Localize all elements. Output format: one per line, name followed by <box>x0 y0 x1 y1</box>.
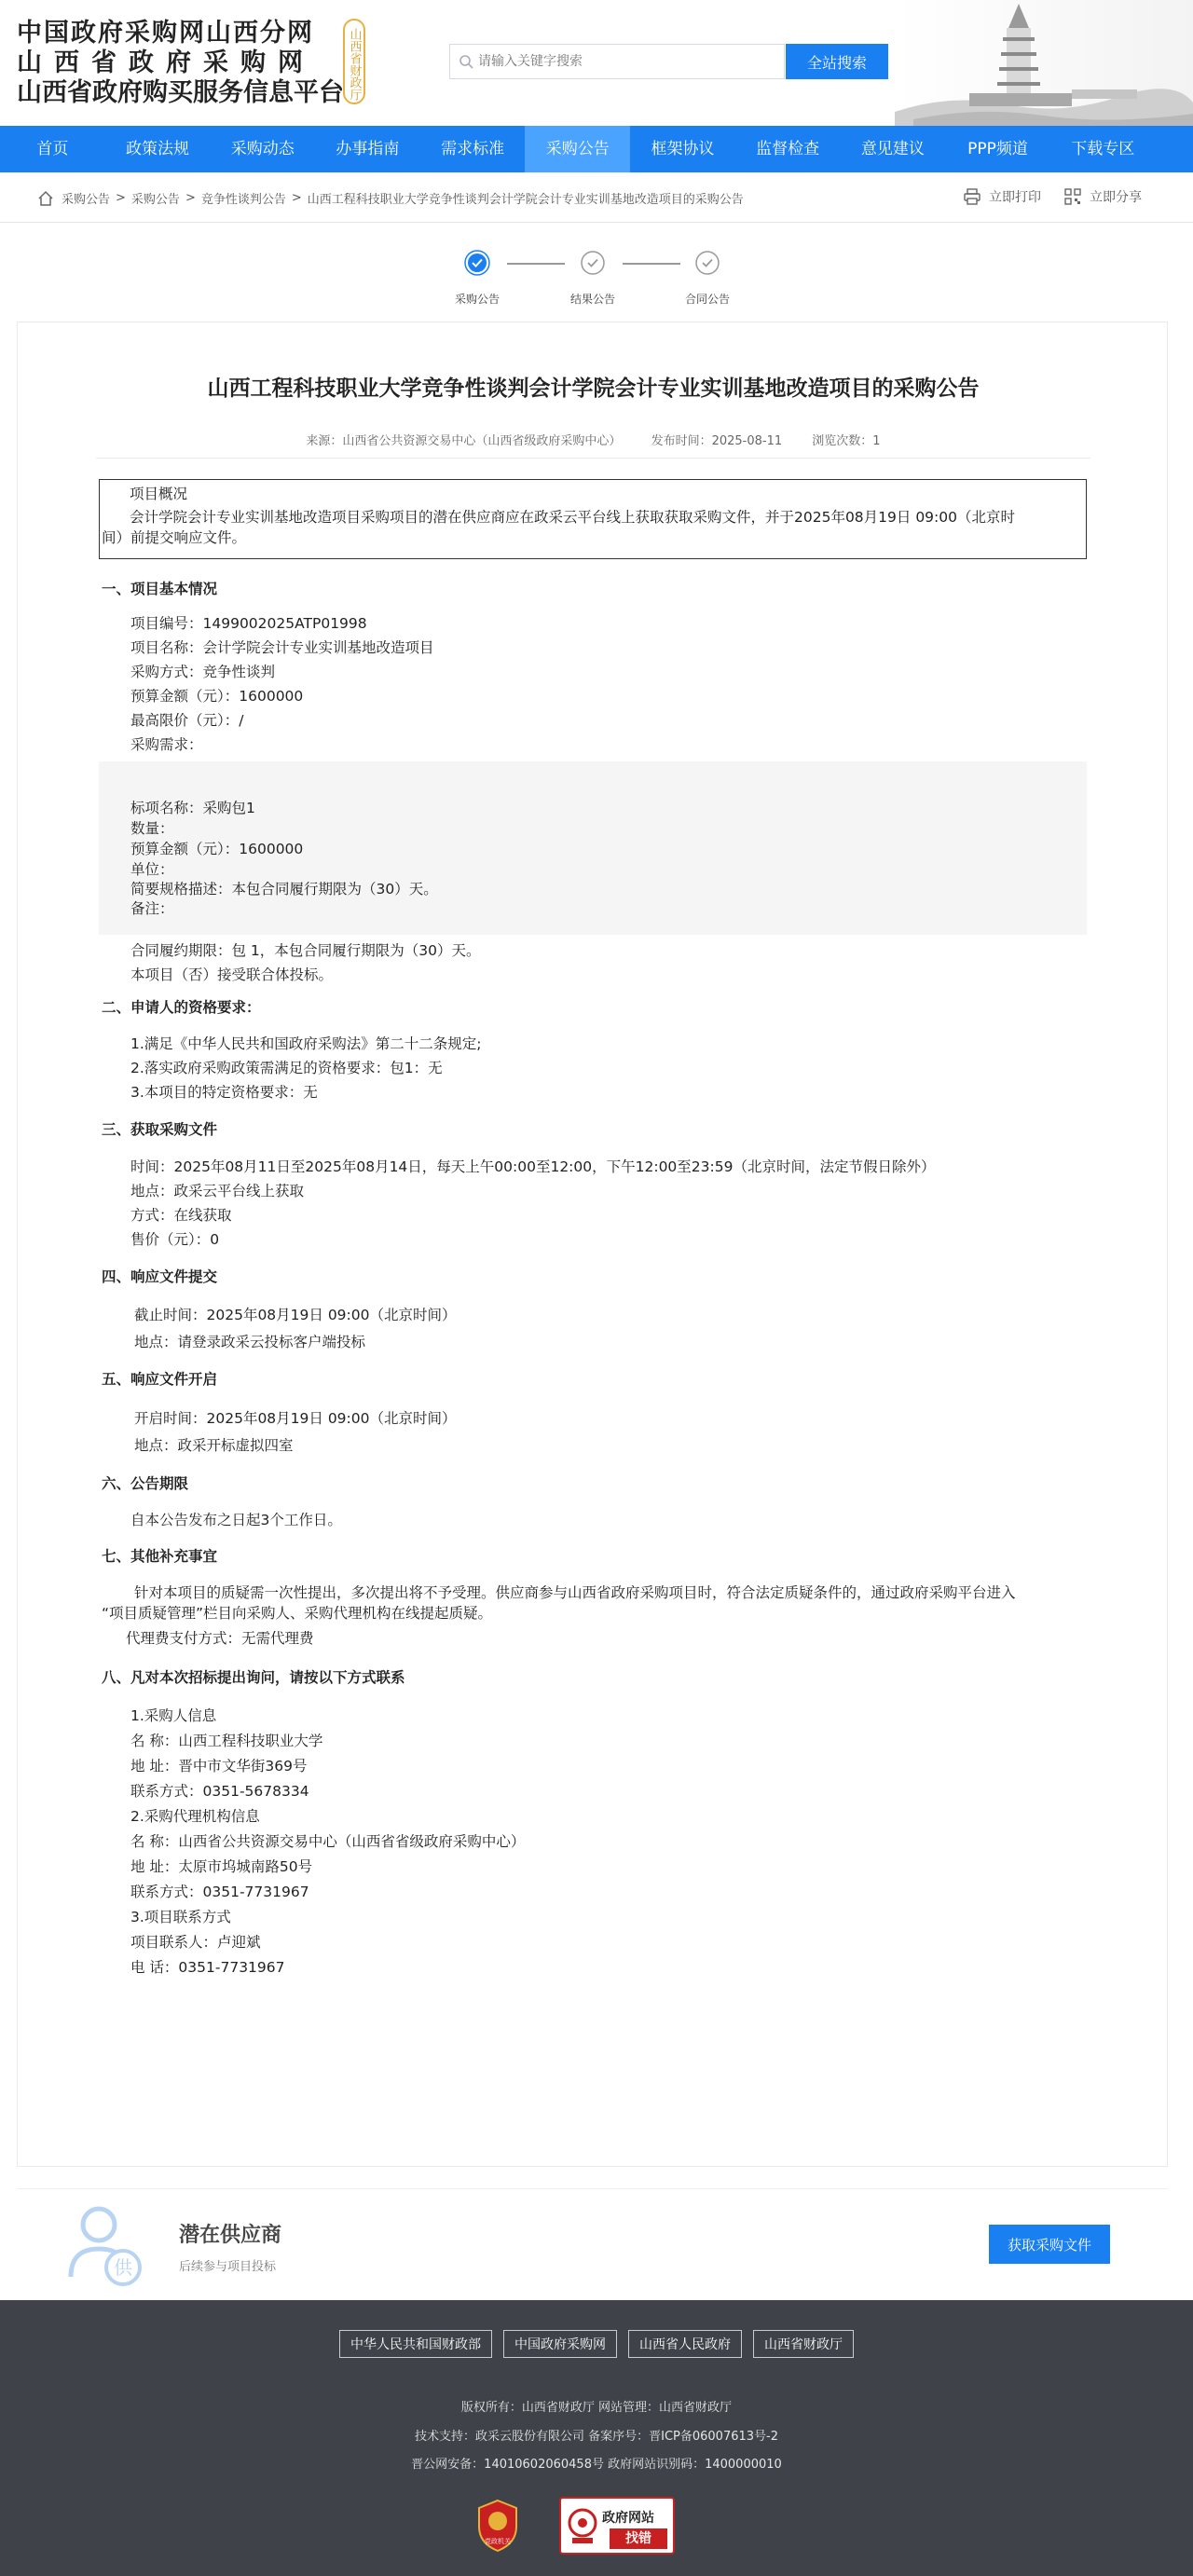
info-line: 本项目（否）接受联合体投标。 <box>130 966 334 983</box>
footer-link-shanxi-finance[interactable]: 山西省财政厅 <box>753 2330 854 2358</box>
notice-meta <box>18 431 1169 448</box>
get-procurement-file-button[interactable]: 获取采购文件 <box>989 2225 1110 2264</box>
footer-public-security: 晋公网安备：14010602060458号 政府网站识别码：1400000010 <box>411 2458 782 2472</box>
national-emblem-icon <box>567 2506 598 2547</box>
check-pending-icon <box>580 250 606 276</box>
site-header <box>0 0 1193 126</box>
info-line: 时间：2025年08月11日至2025年08月14日，每天上午00:00至12:00，下午12:00至23:59（北京时间，法定节假日除外） <box>130 1158 936 1175</box>
info-line: 针对本项目的质疑需一次性提出，多次提出将不予受理。供应商参与山西省政府采购项目时，符合法定质疑条件的，通过政府采购平台进入 <box>134 1584 1016 1601</box>
site-logo[interactable] <box>17 19 344 108</box>
info-line: 3.本项目的特定资格要求：无 <box>130 1084 318 1101</box>
nav-item-announcements[interactable]: 采购公告 <box>525 126 630 172</box>
supplier-user-icon <box>65 2202 145 2288</box>
step-result-notice[interactable] <box>555 250 630 307</box>
overview-text: 会计学院会计专业实训基地改造项目采购项目的潜在供应商应在政采云平台线上获取获取采购文件，并于2025年08月19日 09:00（北京时 <box>130 509 1015 526</box>
step-label: 采购公告 <box>454 293 500 306</box>
seal-text: 山西省财政厅 <box>347 28 362 101</box>
info-line: 电 话：0351-7731967 <box>130 1959 285 1976</box>
potential-supplier-panel <box>17 2188 1168 2298</box>
supplier-title: 潜在供应商 <box>179 2224 282 2247</box>
info-line: 1.满足《中华人民共和国政府采购法》第二十二条规定; <box>130 1035 482 1052</box>
nav-item-home[interactable]: 首页 <box>36 140 69 158</box>
print-label: 立即打印 <box>989 190 1041 205</box>
nav-item-downloads[interactable]: 下载专区 <box>1071 140 1135 158</box>
info-line: 开启时间：2025年08月19日 09:00（北京时间） <box>134 1410 457 1427</box>
package-line: 标项名称：采购包1 <box>130 800 255 816</box>
finance-dept-seal <box>343 19 365 104</box>
info-line: 项目编号：1499002025ATP01998 <box>130 615 367 632</box>
info-line: 自本公告发布之日起3个工作日。 <box>130 1512 342 1528</box>
info-line: 地 址：太原市坞城南路50号 <box>130 1858 313 1875</box>
info-line: 联系方式：0351-5678334 <box>130 1783 309 1800</box>
info-line: 截止时间：2025年08月19日 09:00（北京时间） <box>134 1307 457 1323</box>
nav-item-news[interactable]: 采购动态 <box>230 140 295 158</box>
breadcrumb-item[interactable]: 竞争性谈判公告 <box>200 193 286 207</box>
footer-links <box>0 2330 1193 2358</box>
info-line: 1.采购人信息 <box>130 1707 217 1724</box>
printer-icon <box>963 187 981 206</box>
step-label: 结果公告 <box>569 293 615 306</box>
section-heading: 一、项目基本情况 <box>102 581 218 597</box>
section-heading: 二、申请人的资格要求： <box>102 999 261 1016</box>
footer-tech-support: 技术支持：政采云股份有限公司 备案序号：晋ICP备06007613号-2 <box>414 2430 778 2444</box>
breadcrumb-current: 山西工程科技职业大学竞争性谈判会计学院会计专业实训基地改造项目的采购公告 <box>307 193 744 207</box>
supplier-icon-glyph: 供 <box>114 2256 132 2279</box>
info-line: 项目名称：会计学院会计专业实训基地改造项目 <box>130 639 434 656</box>
info-line: 联系方式：0351-7731967 <box>130 1884 309 1900</box>
breadcrumb <box>37 189 744 207</box>
find-error-label: 找错 <box>610 2528 667 2549</box>
info-line: 名 称：山西工程科技职业大学 <box>130 1733 323 1749</box>
footer-link-shanxi-gov[interactable]: 山西省人民政府 <box>628 2330 742 2358</box>
qrcode-icon <box>1063 187 1082 206</box>
nav-item-standards[interactable]: 需求标准 <box>441 140 505 158</box>
breadcrumb-item[interactable]: 采购公告 <box>130 193 180 207</box>
gov-website-label: 政府网站 <box>602 2511 654 2526</box>
project-overview-box <box>99 479 1087 559</box>
share-button[interactable] <box>1063 187 1142 206</box>
package-line: 数量： <box>130 820 174 837</box>
info-line: 代理费支付方式：无需代理费 <box>126 1630 314 1647</box>
check-active-icon <box>464 250 490 276</box>
package-line: 预算金额（元）：1600000 <box>130 841 304 857</box>
nav-item-framework[interactable]: 框架协议 <box>651 140 715 158</box>
breadcrumb-bar <box>0 172 1193 223</box>
notice-publish-time: 发布时间：2025-08-11 <box>651 434 783 448</box>
logo-line-3: 山西省政府购买服务信息平台 <box>17 78 344 107</box>
package-line: 备注： <box>130 900 174 917</box>
step-contract-notice[interactable] <box>670 250 745 307</box>
search-icon <box>459 54 473 69</box>
pagoda-banner-image <box>895 0 1193 126</box>
package-line: 单位： <box>130 861 174 878</box>
section-heading: 四、响应文件提交 <box>102 1268 218 1285</box>
main-nav <box>0 126 1193 172</box>
section-heading: 六、公告期限 <box>102 1475 189 1492</box>
step-label: 合同公告 <box>684 293 730 306</box>
info-line: 方式：在线获取 <box>130 1207 232 1224</box>
search-box <box>449 44 785 79</box>
supplier-subtitle: 后续参与项目投标 <box>179 2260 277 2274</box>
info-line: 项目联系人：卢迎斌 <box>130 1934 261 1951</box>
section-heading: 五、响应文件开启 <box>102 1371 218 1388</box>
notice-source: 来源：山西省公共资源交易中心（山西省级政府采购中心） <box>306 434 622 448</box>
logo-line-1: 中国政府采购网山西分网 <box>17 19 314 48</box>
party-gov-badge-text: 党政机关 <box>485 2538 511 2545</box>
nav-item-guide[interactable]: 办事指南 <box>336 140 400 158</box>
home-icon[interactable] <box>37 190 54 207</box>
nav-item-supervision[interactable]: 监督检查 <box>756 140 820 158</box>
info-line: 地点：政采云平台线上获取 <box>130 1183 305 1199</box>
overview-heading: 项目概况 <box>130 486 188 502</box>
section-heading: 七、其他补充事宜 <box>102 1548 218 1565</box>
breadcrumb-separator: > <box>185 191 196 205</box>
nav-item-feedback[interactable]: 意见建议 <box>860 140 925 158</box>
section-heading: 三、获取采购文件 <box>102 1121 218 1138</box>
info-line: “项目质疑管理”栏目向采购人、采购代理机构在线提起质疑。 <box>102 1605 493 1622</box>
gov-website-error-report-badge[interactable] <box>559 2497 675 2555</box>
info-line: 最高限价（元）：/ <box>130 712 244 729</box>
footer-copyright: 版权所有：山西省财政厅 网站管理：山西省财政厅 <box>460 2401 733 2415</box>
footer-link-mof[interactable]: 中华人民共和国财政部 <box>339 2330 492 2358</box>
share-label: 立即分享 <box>1090 190 1142 205</box>
search-input[interactable] <box>478 45 776 78</box>
check-pending-icon <box>694 250 720 276</box>
breadcrumb-separator: > <box>291 191 302 205</box>
info-line: 名 称：山西省公共资源交易中心（山西省省级政府采购中心） <box>130 1833 526 1850</box>
overview-text: 间）前提交响应文件。 <box>102 529 247 546</box>
info-line: 地点：请登录政采云投标客户端投标 <box>134 1334 366 1350</box>
info-line: 售价（元）：0 <box>130 1231 220 1248</box>
info-line: 地点：政采开标虚拟四室 <box>134 1437 294 1454</box>
info-line: 3.项目联系方式 <box>130 1909 231 1925</box>
info-line: 地 址：晋中市文华街369号 <box>130 1758 308 1774</box>
logo-line-2: 山西省政府采购网 <box>17 48 315 77</box>
info-line: 合同履约期限：包 1，本包合同履行期限为（30）天。 <box>130 942 481 959</box>
site-footer <box>0 2300 1193 2576</box>
notice-views: 浏览次数：1 <box>812 434 881 448</box>
site-search-button[interactable]: 全站搜索 <box>786 44 888 79</box>
info-line: 2.采购代理机构信息 <box>130 1808 260 1825</box>
notice-card <box>17 322 1168 2167</box>
step-purchase-notice[interactable] <box>440 250 514 307</box>
notice-title: 山西工程科技职业大学竞争性谈判会计学院会计专业实训基地改造项目的采购公告 <box>207 377 980 401</box>
status-steps <box>0 250 1193 317</box>
nav-item-ppp[interactable]: PPP频道 <box>967 140 1028 158</box>
divider <box>96 458 1090 459</box>
info-line: 采购需求： <box>130 736 203 753</box>
nav-item-policy[interactable]: 政策法规 <box>126 140 190 158</box>
info-line: 预算金额（元）：1600000 <box>130 688 304 705</box>
info-line: 采购方式：竞争性谈判 <box>130 664 276 680</box>
info-line: 2.落实政府采购政策需满足的资格要求：包1：无 <box>130 1060 443 1076</box>
party-gov-badge-icon[interactable] <box>475 2499 520 2553</box>
print-button[interactable] <box>963 187 1041 206</box>
section-heading: 八、凡对本次招标提出询问，请按以下方式联系 <box>102 1669 405 1686</box>
breadcrumb-item[interactable]: 采购公告 <box>62 193 111 207</box>
package-line: 简要规格描述：本包合同履行期限为（30）天。 <box>130 881 438 897</box>
breadcrumb-separator: > <box>116 191 126 205</box>
footer-link-ccgp[interactable]: 中国政府采购网 <box>503 2330 617 2358</box>
